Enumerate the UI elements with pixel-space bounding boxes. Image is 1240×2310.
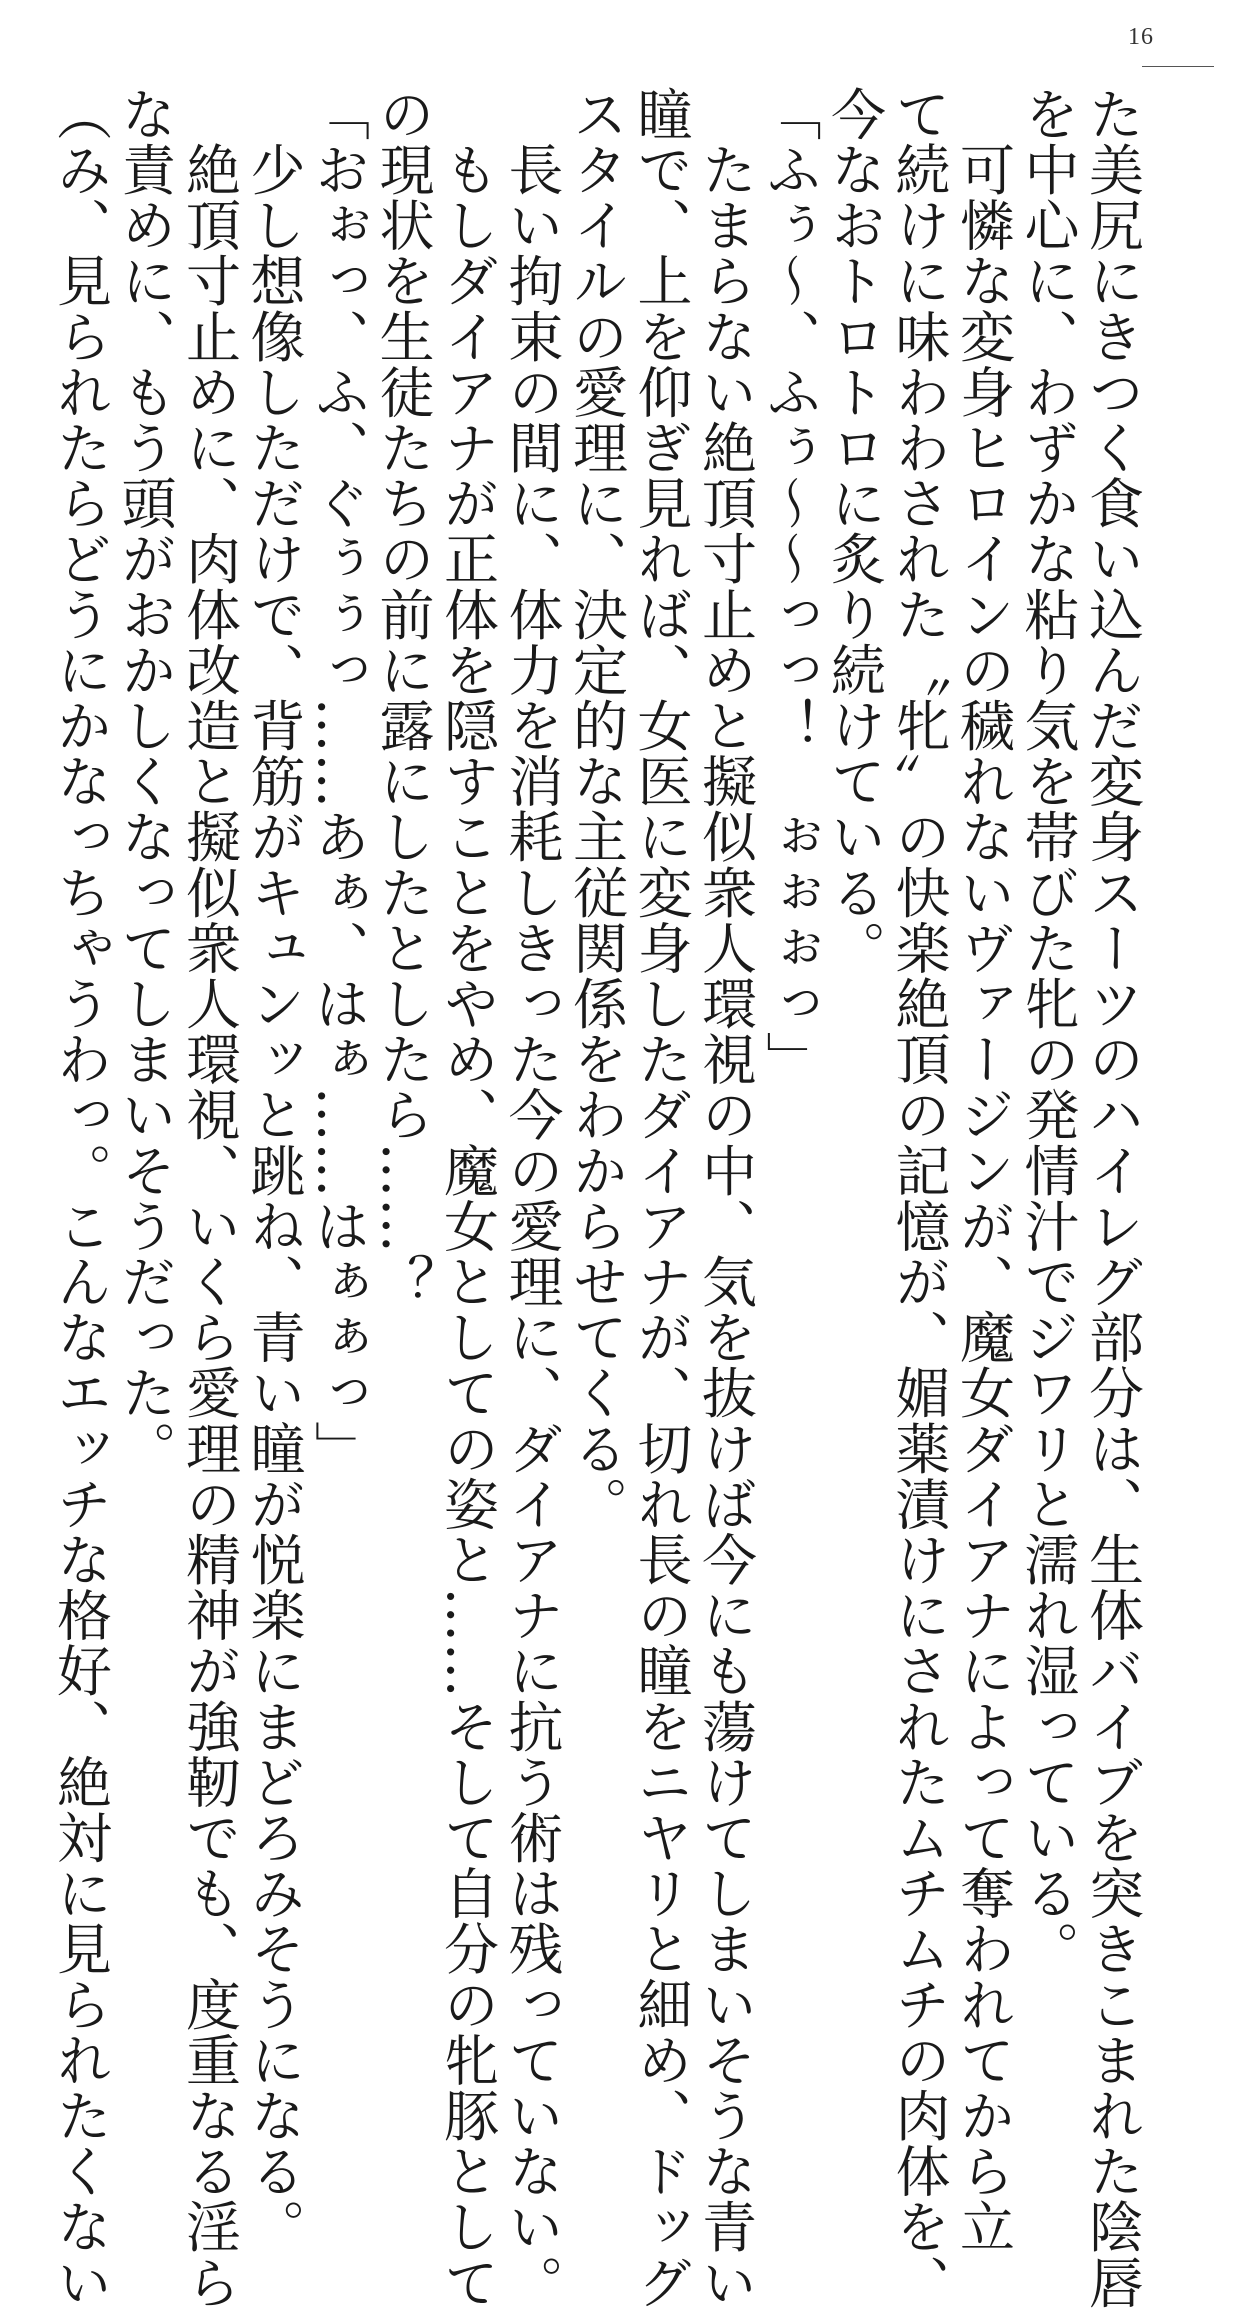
text-line: た美尻にきつく食い込んだ変身スーツのハイレグ部分は、生体バイブを突きこまれた陰唇	[1080, 86, 1144, 2310]
vertical-text-body	[48, 86, 1145, 2310]
text-line: 「ふぅ〜、ふぅ〜〜っっ！ ぉぉぉっ」	[757, 86, 822, 1087]
text-line: て続けに味わわされた〝牝〟の快楽絶頂の記憶が、媚薬漬けにされたムチムチの肉体を、	[886, 86, 951, 2310]
text-line: （み、見られたらどうにかなっちゃうわっ。こんなエッチな格好、絶対に見られたくない	[48, 86, 112, 2310]
text-line: の現状を生徒たちの前に露にしたとしたら……？	[370, 86, 435, 1310]
text-line: を中心に、わずかな粘り気を帯びた牝の発情汁でジワリと濡れ湿っている。	[1015, 86, 1080, 1977]
text-line: 長い拘束の間に、体力を消耗しきった今の愛理に、ダイアナに抗う術は残っていない。	[499, 86, 564, 2310]
text-line: 絶頂寸止めに、肉体改造と擬似衆人環視、いくら愛理の精神が強靭でも、度重なる淫ら	[177, 86, 241, 2310]
text-line: 「おぉっ、ふ、ぐぅぅっ……あぁ、はぁ……はぁぁっ」	[306, 86, 370, 1476]
text-line: もしダイアナが正体を隠すことをやめ、魔女としての姿と……そして自分の牝豚として	[435, 86, 499, 2310]
text-line: 瞳で、上を仰ぎ見れば、女医に変身したダイアナが、切れ長の瞳をニヤリと細め、ドッグ	[628, 86, 693, 2310]
page-number-rule	[1142, 66, 1214, 67]
text-line: 少し想像しただけで、背筋がキュンッと跳ね、青い瞳が悦楽にまどろみそうになる。	[241, 86, 306, 2255]
text-line: スタイルの愛理に、決定的な主従関係をわからせてくる。	[564, 86, 628, 1532]
text-line: たまらない絶頂寸止めと擬似衆人環視の中、気を抜けば今にも蕩けてしまいそうな青い	[693, 86, 757, 2310]
text-line: な責めに、もう頭がおかしくなってしまいそうだった。	[112, 86, 177, 1476]
text-line: 今なおトロトロに炙り続けている。	[822, 86, 886, 976]
page-number: 16	[1128, 24, 1154, 50]
text-line: 可憐な変身ヒロインの穢れないヴァージンが、魔女ダイアナによって奪われてから立	[951, 86, 1015, 2255]
